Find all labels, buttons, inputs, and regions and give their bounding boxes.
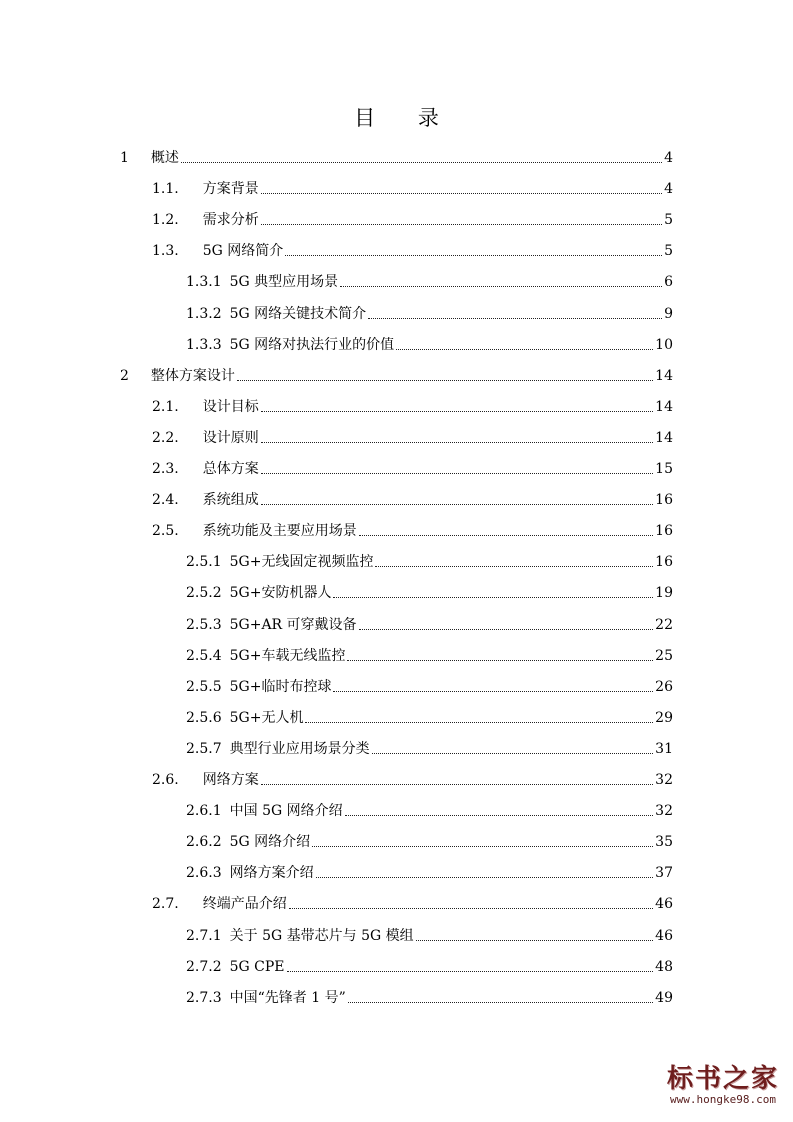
toc-entry-label: 总体方案 bbox=[202, 461, 259, 477]
toc-entry-label: 整体方案设计 bbox=[150, 367, 235, 384]
toc-entry-page: 14 bbox=[655, 429, 673, 446]
toc-dot-leader bbox=[261, 784, 653, 785]
toc-dot-leader bbox=[416, 940, 654, 941]
toc-entry-label: 5G+无线固定视频监控 bbox=[229, 554, 374, 571]
toc-entry-number: 2.5.4 bbox=[186, 647, 222, 664]
toc-dot-leader bbox=[368, 318, 662, 319]
toc-entry-number: 1 bbox=[120, 150, 129, 166]
toc-entry[interactable] bbox=[120, 143, 673, 167]
toc-entry[interactable] bbox=[152, 454, 673, 478]
toc-dot-leader bbox=[237, 380, 653, 381]
toc-entry-page: 16 bbox=[655, 523, 673, 540]
toc-dot-leader bbox=[359, 629, 654, 630]
toc-dot-leader bbox=[359, 535, 653, 536]
toc-entry-label: 网络方案 bbox=[202, 772, 259, 788]
toc-entry-page: 32 bbox=[655, 772, 673, 788]
toc-entry-page: 16 bbox=[655, 492, 673, 509]
toc-entry-page: 22 bbox=[655, 616, 673, 633]
toc-entry-page: 6 bbox=[664, 274, 673, 291]
toc-entry[interactable] bbox=[186, 734, 673, 758]
toc-entry-number: 2.6.3 bbox=[186, 865, 222, 882]
toc-dot-leader bbox=[333, 691, 653, 692]
toc-dot-leader bbox=[316, 877, 654, 878]
toc-dot-leader bbox=[289, 908, 653, 909]
toc-entry-number: 2.6.1 bbox=[186, 803, 222, 820]
toc-entry-label: 设计原则 bbox=[202, 429, 259, 446]
toc-title: 目 录 bbox=[354, 106, 457, 130]
toc-entry[interactable] bbox=[152, 516, 673, 540]
toc-entry[interactable] bbox=[186, 952, 673, 976]
toc-entry[interactable] bbox=[152, 205, 673, 229]
toc-entry[interactable] bbox=[152, 889, 673, 913]
toc-entry[interactable] bbox=[186, 610, 673, 634]
toc-entry-page: 49 bbox=[655, 989, 673, 1006]
toc-entry-number: 2.5.1 bbox=[186, 554, 222, 571]
watermark-logo: 标书之家 bbox=[666, 1064, 779, 1094]
toc-entry-number: 2.4. bbox=[152, 492, 179, 509]
toc-entry-label: 概述 bbox=[150, 150, 179, 166]
toc-entry-number: 1.3.1 bbox=[186, 274, 222, 291]
toc-entry[interactable] bbox=[152, 392, 673, 416]
toc-dot-leader bbox=[261, 473, 653, 474]
toc-entry[interactable] bbox=[186, 672, 673, 696]
toc-entry-number: 2.6. bbox=[152, 772, 179, 788]
toc-entry-page: 4 bbox=[664, 150, 673, 166]
toc-dot-leader bbox=[287, 971, 654, 972]
toc-entry-page: 19 bbox=[655, 585, 673, 602]
toc-entry-label: 方案背景 bbox=[202, 181, 259, 198]
toc-entry[interactable] bbox=[186, 641, 673, 665]
toc-entry-number: 2.7. bbox=[152, 896, 179, 913]
toc-dot-leader bbox=[375, 566, 653, 567]
toc-entry-label: 5G+AR 可穿戴设备 bbox=[229, 616, 357, 633]
toc-entry-number: 2.5.2 bbox=[186, 585, 222, 602]
toc-entry-number: 2.7.1 bbox=[186, 927, 222, 944]
toc-entry[interactable] bbox=[152, 423, 673, 447]
toc-dot-leader bbox=[372, 753, 654, 754]
toc-entry-page: 46 bbox=[655, 927, 673, 944]
toc-entry-label: 设计目标 bbox=[202, 398, 259, 415]
toc-entry[interactable] bbox=[186, 578, 673, 602]
toc-entry-label: 需求分析 bbox=[202, 212, 259, 229]
toc-entry[interactable] bbox=[152, 765, 673, 789]
toc-entry-label: 网络方案介绍 bbox=[229, 865, 314, 882]
toc-entry-label: 5G 网络关键技术简介 bbox=[229, 305, 367, 322]
toc-entry-label: 5G+安防机器人 bbox=[229, 585, 332, 602]
toc-entry[interactable] bbox=[186, 858, 673, 882]
toc-entry-page: 37 bbox=[655, 865, 673, 882]
toc-entry-page: 14 bbox=[655, 398, 673, 415]
toc-entry-number: 2.7.3 bbox=[186, 989, 222, 1006]
toc-dot-leader bbox=[347, 660, 653, 661]
toc-entry[interactable] bbox=[186, 703, 673, 727]
toc-dot-leader bbox=[181, 162, 662, 163]
toc-entry-label: 5G CPE bbox=[229, 958, 285, 975]
toc-entry-number: 2.7.2 bbox=[186, 958, 222, 975]
toc-entry-page: 26 bbox=[655, 678, 673, 695]
site-watermark bbox=[667, 1058, 779, 1106]
toc-dot-leader bbox=[345, 815, 654, 816]
toc-entry-label: 系统组成 bbox=[202, 492, 259, 509]
toc-dot-leader bbox=[348, 1002, 653, 1003]
toc-entry-number: 2.1. bbox=[152, 398, 179, 415]
toc-entry-page: 48 bbox=[655, 958, 673, 975]
toc-entry-label: 5G+临时布控球 bbox=[229, 678, 332, 695]
toc-entry[interactable] bbox=[186, 827, 673, 851]
toc-entry-number: 2.5.5 bbox=[186, 678, 222, 695]
toc-entry-number: 1.3.3 bbox=[186, 336, 222, 353]
toc-entry-label: 5G 网络介绍 bbox=[229, 834, 311, 851]
toc-entry-page: 31 bbox=[655, 740, 673, 757]
toc-entry[interactable] bbox=[120, 361, 673, 385]
toc-entry-label: 5G+车载无线监控 bbox=[229, 647, 346, 664]
toc-entry-number: 1.3.2 bbox=[186, 305, 222, 322]
toc-entry[interactable] bbox=[152, 485, 673, 509]
toc-entry-label: 典型行业应用场景分类 bbox=[229, 740, 370, 757]
toc-entry-label: 5G 典型应用场景 bbox=[229, 274, 339, 291]
toc-entry[interactable] bbox=[152, 236, 673, 260]
toc-entry-page: 32 bbox=[655, 803, 673, 820]
toc-entry-label: 中国“先锋者 1 号” bbox=[229, 989, 346, 1006]
toc-entry-label: 系统功能及主要应用场景 bbox=[202, 523, 357, 540]
toc-entry[interactable] bbox=[152, 174, 673, 198]
toc-dot-leader bbox=[261, 504, 653, 505]
toc-entry-number: 2.5.3 bbox=[186, 616, 222, 633]
toc-entry[interactable] bbox=[186, 983, 673, 1007]
toc-entry-number: 2.2. bbox=[152, 429, 179, 446]
toc-entry-page: 16 bbox=[655, 554, 673, 571]
toc-entry-label: 关于 5G 基带芯片与 5G 模组 bbox=[229, 927, 414, 944]
toc-entry-page: 15 bbox=[655, 461, 673, 477]
toc-entry-number: 2 bbox=[120, 367, 129, 384]
toc-dot-leader bbox=[305, 722, 653, 723]
toc-entry-page: 5 bbox=[664, 212, 673, 229]
toc-dot-leader bbox=[396, 349, 653, 350]
toc-dot-leader bbox=[340, 286, 662, 287]
toc-entry[interactable] bbox=[186, 299, 673, 323]
toc-entry-label: 终端产品介绍 bbox=[202, 896, 287, 913]
toc-entry-number: 2.5.7 bbox=[186, 740, 222, 757]
watermark-url: www.hongke98.com bbox=[670, 1093, 776, 1106]
toc-entry-page: 5 bbox=[664, 243, 673, 260]
toc-dot-leader bbox=[285, 255, 662, 256]
toc-entry-page: 10 bbox=[655, 336, 673, 353]
toc-entry-label: 5G 网络对执法行业的价值 bbox=[229, 336, 395, 353]
toc-entry-page: 46 bbox=[655, 896, 673, 913]
toc-entry-number: 2.5. bbox=[152, 523, 179, 540]
toc-entry-number: 2.5.6 bbox=[186, 709, 222, 726]
toc-dot-leader bbox=[261, 442, 653, 443]
toc-dot-leader bbox=[312, 846, 653, 847]
toc-dot-leader bbox=[333, 597, 653, 598]
toc-entry-number: 1.1. bbox=[152, 181, 179, 198]
toc-entry[interactable] bbox=[186, 267, 673, 291]
toc-dot-leader bbox=[261, 224, 662, 225]
toc-entry-label: 5G+无人机 bbox=[229, 709, 304, 726]
toc-entry-page: 14 bbox=[655, 367, 673, 384]
toc-entry[interactable] bbox=[186, 921, 673, 945]
toc-dot-leader bbox=[261, 193, 662, 194]
toc-entry-page: 25 bbox=[655, 647, 673, 664]
toc-entry[interactable] bbox=[186, 796, 673, 820]
toc-entry-label: 5G 网络简介 bbox=[202, 243, 284, 260]
toc-entry-number: 1.2. bbox=[152, 212, 179, 229]
toc-entry-number: 1.3. bbox=[152, 243, 179, 260]
toc-entry[interactable] bbox=[186, 330, 673, 354]
toc-entry-page: 4 bbox=[664, 181, 673, 198]
toc-dot-leader bbox=[261, 411, 653, 412]
toc-entry-page: 35 bbox=[655, 834, 673, 851]
toc-entry-number: 2.6.2 bbox=[186, 834, 222, 851]
toc-entry-label: 中国 5G 网络介绍 bbox=[229, 803, 343, 820]
toc-entry-page: 9 bbox=[664, 305, 673, 322]
toc-entry-page: 29 bbox=[655, 709, 673, 726]
toc-entry[interactable] bbox=[186, 547, 673, 571]
toc-entry-number: 2.3. bbox=[152, 461, 179, 477]
